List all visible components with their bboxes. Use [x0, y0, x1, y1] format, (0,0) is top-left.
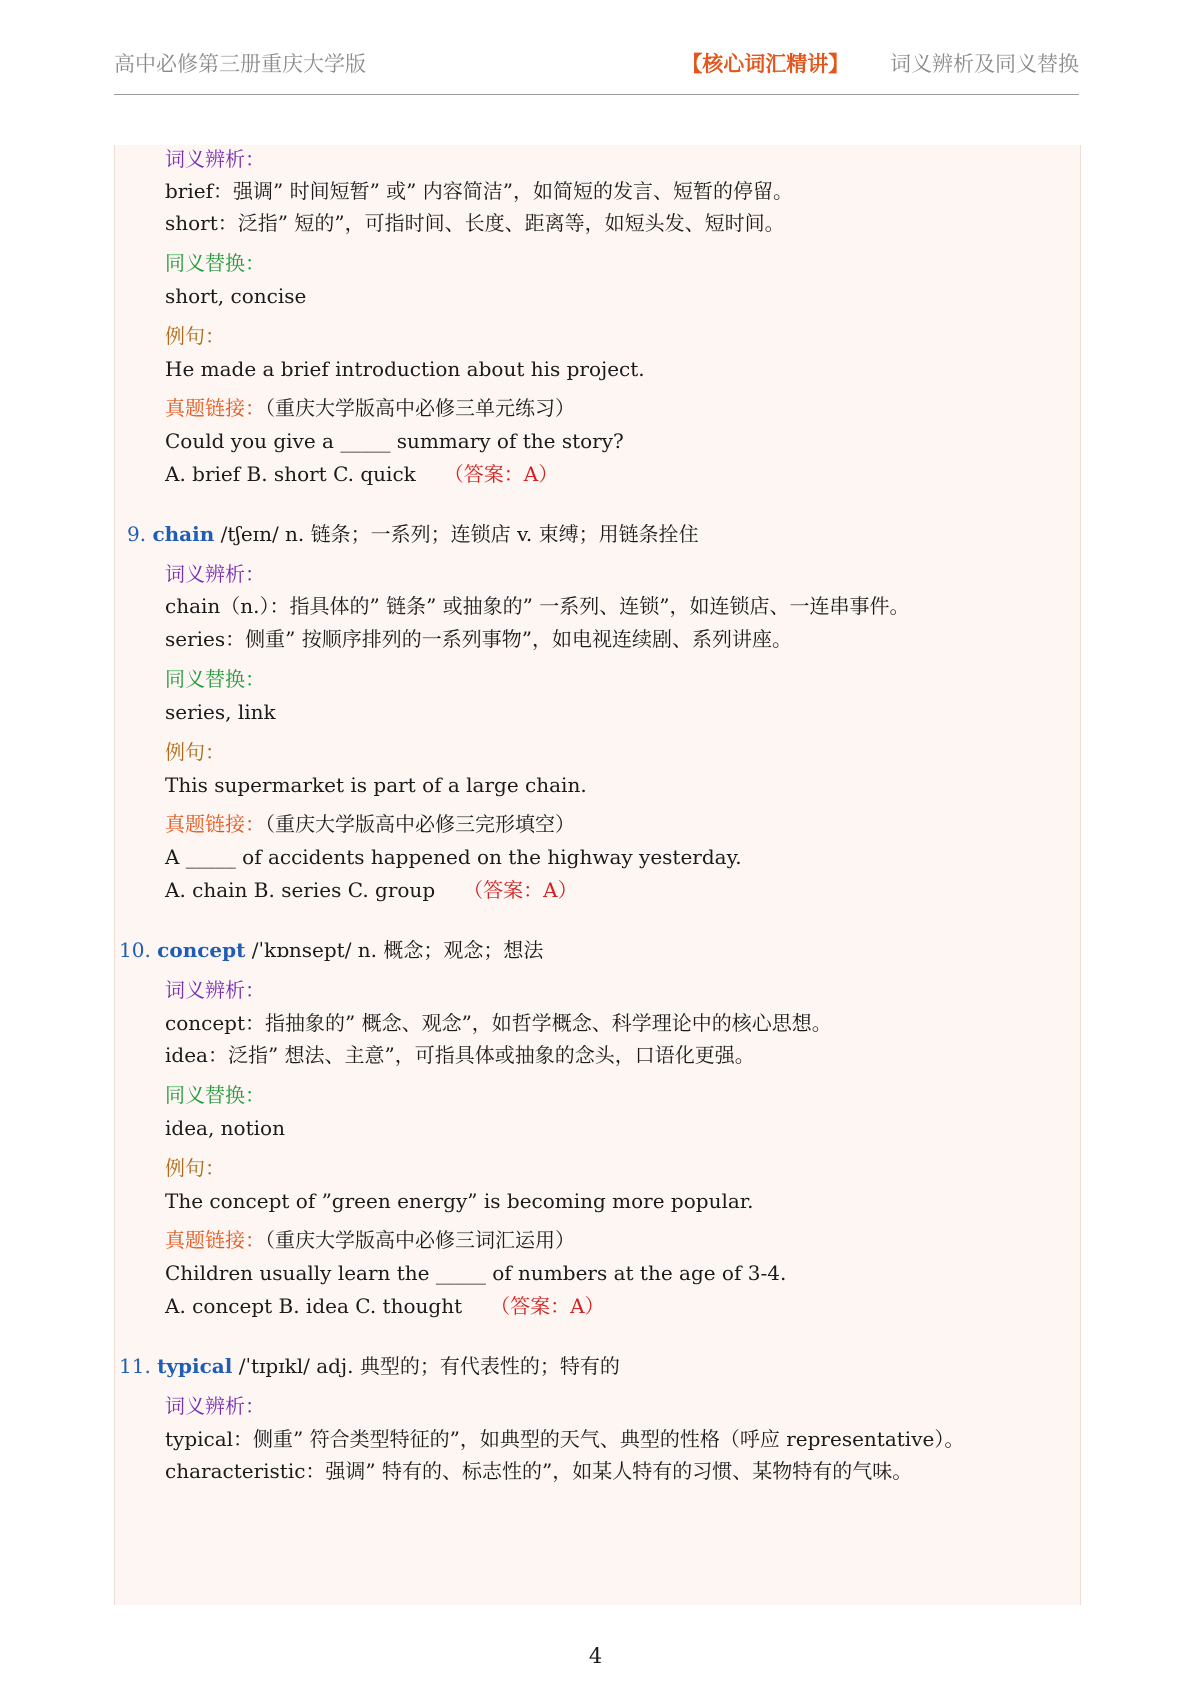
- exam-answer: （答案：A）: [443, 462, 559, 486]
- entry-number: 10.: [119, 938, 151, 962]
- synonym-label: 同义替换：: [165, 667, 265, 691]
- synonym-text: idea, notion: [165, 1116, 285, 1140]
- exam-source: （重庆大学版高中必修三单元练习）: [265, 396, 575, 420]
- entry-definition: /tʃeɪn/ n. 链条；一系列；连锁店 v. 束缚；用链条拴住: [214, 522, 699, 546]
- exam-link: [165, 1226, 575, 1254]
- example-text: This supermarket is part of a large chain.: [165, 773, 587, 797]
- synonym-label: 同义替换：: [165, 1083, 265, 1107]
- analysis-line: chain（n.）：指具体的” 链条” 或抽象的” 一系列、连锁”，如连锁店、一连串事件。: [165, 594, 910, 618]
- exam-label: 真题链接：: [165, 1228, 265, 1252]
- analysis-line: series：侧重” 按顺序排列的一系列事物”，如电视连续剧、系列讲座。: [165, 627, 792, 651]
- page-number: 4: [588, 1644, 603, 1668]
- entry-definition: /ˈtɪpɪkl/ adj. 典型的；有代表性的；特有的: [232, 1354, 620, 1378]
- exam-options-line: [165, 1292, 605, 1320]
- exam-source: （重庆大学版高中必修三完形填空）: [265, 812, 575, 836]
- entry-heading: [127, 520, 699, 548]
- exam-options: A. concept B. idea C. thought: [165, 1294, 463, 1318]
- book-title: 高中必修第三册重庆大学版: [114, 52, 366, 76]
- exam-options: A. brief B. short C. quick: [165, 462, 416, 486]
- entry-word: chain: [152, 522, 215, 546]
- synonym-label: 同义替换：: [165, 251, 265, 275]
- example-label: 例句：: [165, 740, 225, 764]
- synonym-text: short, concise: [165, 284, 307, 308]
- analysis-line: idea：泛指” 想法、主意”，可指具体或抽象的念头，口语化更强。: [165, 1043, 755, 1067]
- synonym-text: series, link: [165, 700, 276, 724]
- analysis-line: brief：强调” 时间短暂” 或” 内容简洁”，如简短的发言、短暂的停留。: [165, 179, 793, 203]
- exam-link: [165, 394, 575, 422]
- exam-answer: （答案：A）: [463, 878, 578, 902]
- exam-source: （重庆大学版高中必修三词汇运用）: [265, 1228, 575, 1252]
- section-tag: 【核心词汇精讲】: [681, 51, 850, 76]
- example-text: The concept of ”green energy” is becoming more popular.: [165, 1189, 754, 1213]
- example-label: 例句：: [165, 324, 225, 348]
- exam-options-line: [165, 460, 558, 488]
- entry-number: 9.: [127, 522, 147, 546]
- entry-heading: [119, 936, 543, 964]
- entry-heading: [119, 1352, 620, 1380]
- example-text: He made a brief introduction about his project.: [165, 357, 645, 381]
- analysis-label: 词义辨析：: [165, 562, 265, 586]
- analysis-label: 词义辨析：: [165, 1394, 265, 1418]
- exam-options-line: [165, 876, 578, 904]
- exam-label: 真题链接：: [165, 812, 265, 836]
- exam-question: Children usually learn the _____ of numbers at the age of 3-4.: [165, 1261, 787, 1285]
- entry-definition: /ˈkɒnsept/ n. 概念；观念；想法: [245, 938, 544, 962]
- exam-question: A _____ of accidents happened on the highway yesterday.: [165, 845, 742, 869]
- section-subtitle: 词义辨析及同义替换: [890, 52, 1079, 76]
- entry-word: typical: [157, 1354, 233, 1378]
- exam-answer: （答案：A）: [490, 1294, 605, 1318]
- entry-word: concept: [157, 938, 246, 962]
- exam-label: 真题链接：: [165, 396, 265, 420]
- analysis-line: short：泛指” 短的”，可指时间、长度、距离等，如短头发、短时间。: [165, 211, 785, 235]
- exam-options: A. chain B. series C. group: [165, 878, 436, 902]
- page-header: [114, 44, 1079, 95]
- exam-link: [165, 810, 575, 838]
- content-panel: [114, 145, 1081, 1605]
- analysis-line: characteristic：强调” 特有的、标志性的”，如某人特有的习惯、某物特有的气味。: [165, 1459, 913, 1483]
- analysis-label: 词义辨析：: [165, 147, 265, 171]
- section-heading: [681, 48, 1079, 78]
- example-label: 例句：: [165, 1156, 225, 1180]
- analysis-line: concept：指抽象的” 概念、观念”，如哲学概念、科学理论中的核心思想。: [165, 1011, 832, 1035]
- exam-question: Could you give a _____ summary of the story?: [165, 429, 624, 453]
- analysis-line: typical：侧重” 符合类型特征的”，如典型的天气、典型的性格（呼应 representative）。: [165, 1427, 965, 1451]
- entry-number: 11.: [119, 1354, 151, 1378]
- analysis-label: 词义辨析：: [165, 978, 265, 1002]
